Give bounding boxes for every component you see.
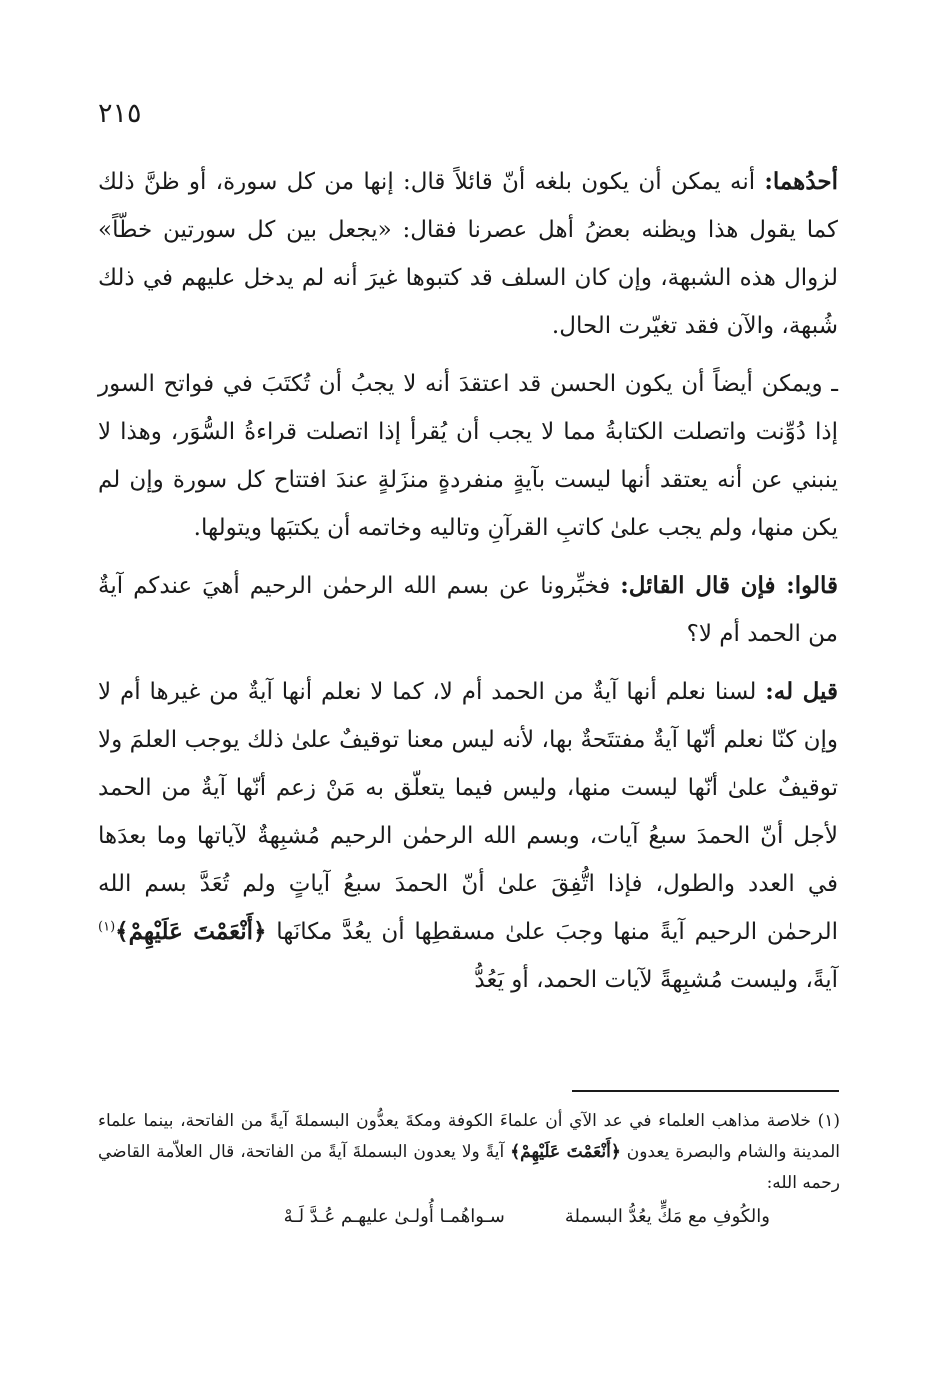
paragraph-text: لسنا نعلم أنها آيةٌ من الحمد أم لا، كما لا نعلم أنها آيةٌ من غيرها أم لا وإن كنّا نعلم أنّها آيةٌ مفتتَحةٌ بها، لأنه ليس معنا توقيفٌ علىٰ ذلك يوجب العلمَ ولا توقيفٌ علىٰ أنّها ليست منها، وليس فيما يتعلّق به مَنْ زعم أنّها آيةٌ من الحمد لأجل أنّ الحمدَ سبعُ آيات، وبسم الله الرحمٰن الرحيم مُشبِهةٌ لآياتها وما بعدَها في العدد والطول، فإذا اتُّفِقَ علىٰ أنّ الحمدَ سبعُ آياتٍ ولم تُعَدَّ بسم الله الرحمٰن الرحيم آيةً منها وجبَ علىٰ مسقطِها أن يعُدَّ مكانَها [98, 679, 839, 945]
main-text [98, 158, 838, 1014]
poem-hemistich: سـواهُمـا أُولـىٰ عليهـم عُـدَّ لَـهْ [283, 1206, 505, 1227]
footnote-separator [572, 1090, 839, 1092]
quran-quote: ﴿أَنْعَمْتَ عَلَيْهِمْ﴾ [115, 918, 267, 945]
paragraph [98, 562, 838, 658]
paragraph-text: ـ ويمكن أيضاً أن يكون الحسن قد اعتقدَ أنه لا يجبُ أن تُكتَبَ في فواتح السور إذا دُوِّنت واتصلت الكتابةُ مما لا يجب أن يُقرأ إذا اتصلت قراءةُ السُّوَر، وهذا لا ينبني عن أنه يعتقد أنها ليست بآيةٍ منفردةٍ منزَلةٍ عندَ افتتاح كل سورة وإن لم يكن منها، ولم يجب علىٰ كاتبِ القرآنِ وتاليه وخاتمه أن يكتبَها ويتولها. [98, 371, 838, 541]
paragraph-lead: أحدُهما: [764, 168, 838, 195]
footnote-reference[interactable]: (١) [98, 919, 116, 935]
paragraph-lead: قالوا: فإن قال القائل: [620, 572, 838, 599]
poem-hemistich: والكُوفِ مع مَكٍّ يعُدُّ البسملة [564, 1206, 770, 1227]
footnote [98, 1106, 840, 1199]
paragraph [98, 158, 838, 350]
poem-verse [98, 1201, 840, 1232]
paragraph-lead: قيل له: [765, 678, 838, 705]
paragraph-text: آيةً، وليست مُشبِهةً لآيات الحمد، أو يَعُدُّ [474, 967, 838, 993]
paragraph-text: فخبِّرونا عن بسم الله الرحمٰن الرحيم أهيَ عندكم آيةٌ من الحمد أم لا؟ [98, 573, 838, 647]
quran-quote: ﴿أَنْعَمْتَ عَلَيْهِمْ﴾ [510, 1142, 621, 1162]
page-number: ٢١٥ [98, 98, 142, 129]
footnote-text: (١) خلاصة مذاهب العلماء في عد الآي أن علماءَ الكوفة ومكةَ يعدُّون البسملةَ آيةً من الفاتحة، بينما علماء المدينة والشام والبصرة يعدون [98, 1111, 840, 1162]
paragraph [98, 668, 838, 1004]
paragraph-text: أنه يمكن أن يكون بلغه أنّ قائلاً قال: إنها من كل سورة، أو ظنَّ ذلك كما يقول هذا ويظنه بعضُ أهل عصرنا فقال: «يجعل بين كل سورتين خطّاً» لزوال هذه الشبهة، وإن كان السلف قد كتبوها غيرَ أنه لم يدخل عليهم في ذلك شُبهة، والآن فقد تغيّرت الحال. [98, 169, 838, 339]
footnote-text: آيةً ولا يعدون البسملةَ آيةً من الفاتحة، قال العلاّمة القاضي رحمه الله: [98, 1142, 840, 1193]
footnotes [98, 1106, 840, 1232]
paragraph [98, 360, 838, 552]
